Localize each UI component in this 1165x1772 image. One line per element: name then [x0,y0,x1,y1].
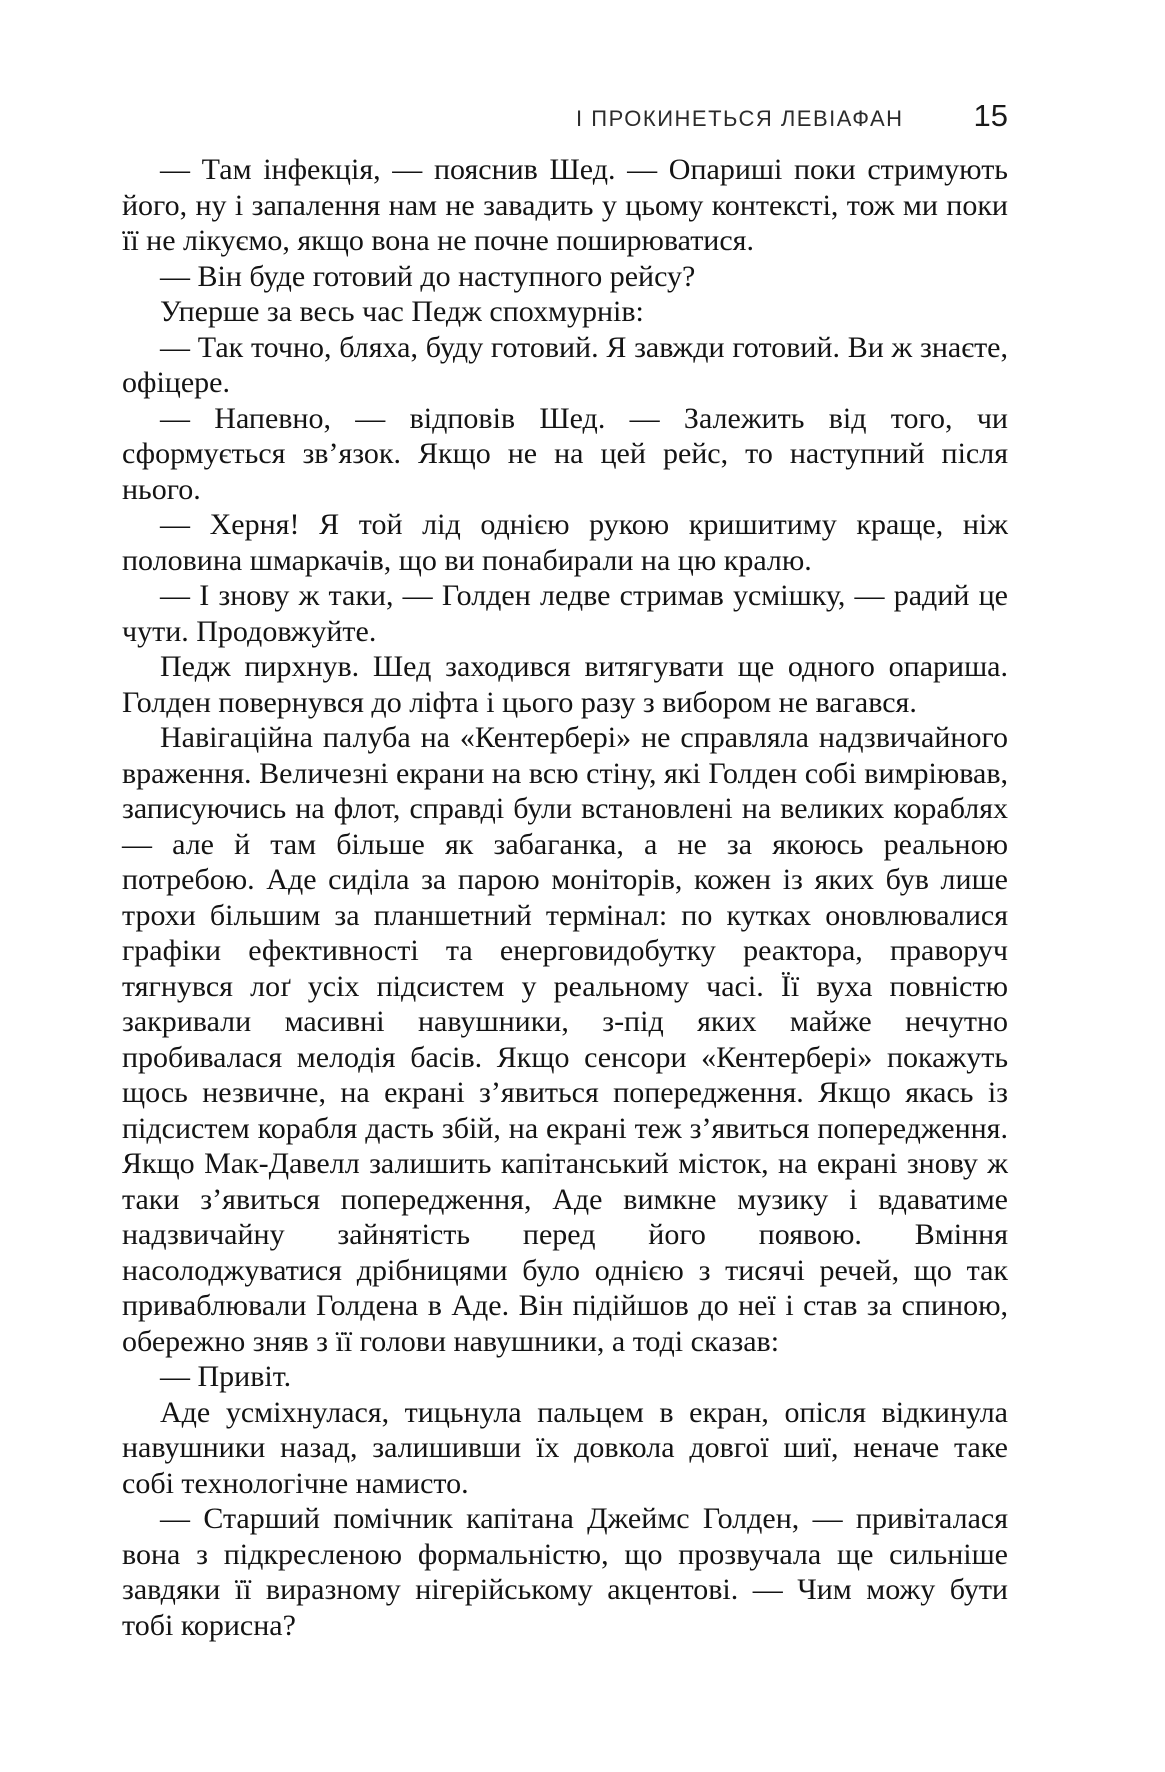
paragraph: Аде усміхнулася, тицьнула пальцем в екран, опісля відкинула навушники назад, залишивши їх довкола довгої шиї, неначе таке собі технологічне намисто. [122,1395,1008,1500]
paragraph: Уперше за весь час Педж спохмурнів: [160,295,644,328]
paragraph: — Старший помічник капітана Джеймс Голден, — привіталася вона з підкресленою формальністю, що прозвучала ще сильніше завдяки її виразному нігерійському акцентові. — Чим можу бути тобі корисна? [122,1502,1008,1642]
paragraph: — І знову ж таки, — Голден ледве стримав усмішку, — радий це чути. Продовжуйте. [122,579,1008,648]
running-title: І ПРОКИНЕТЬСЯ ЛЕВІАФАН [576,106,904,131]
paragraph: Навігаційна палуба на «Кентербері» не справляла надзвичайного враження. Величезні екрани на всю стіну, які Голден собі вимріював, записуючись на флот, справді були встановлені на великих кораблях — але й там більше як забаганка, а не за якоюсь реальною потребою. Аде сиділа за парою моніторів, кожен із яких був лише трохи більшим за планшетний термінал: по кутках оновлювалися графіки ефективності та енерговидобутку реактора, праворуч тягнувся лоґ усіх підсистем у реальному часі. Її вуха повністю закривали масивні навушники, з-під яких майже нечутно пробивалася мелодія басів. Якщо сенсори «Кентербері» покажуть щось незвичне, на екрані з’явиться попередження. Якщо якась із підсистем корабля дасть збій, на екрані теж з’явиться попередження. Якщо Мак-Давелл залишить капітанський місток, на екрані знову ж таки з’явиться попередження, Аде вимкне музику і вдаватиме надзвичайну зайнятість перед його появою. Вміння насолоджуватися дрібницями було однією з тисячі речей, що так приваблювали Голдена в Аде. Він підійшов до неї і став за спиною, обережно зняв з її голови навушники, а тоді сказав: [122,721,1008,1358]
page-number: 15 [973,98,1008,133]
page-body [122,152,1008,1643]
running-header [122,98,1008,134]
paragraph: — Напевно, — відповів Шед. — Залежить від того, чи сформується зв’язок. Якщо не на цей рейс, то наступний після нього. [122,401,1008,506]
paragraph: — Він буде готовий до наступного рейсу? [160,259,696,293]
paragraph: — Так точно, бляха, буду готовий. Я завжди готовий. Ви ж знаєте, офіцере. [122,330,1008,399]
paragraph: Педж пирхнув. Шед заходився витягувати ще одного опариша. Голден повернувся до ліфта і цього разу з вибором не вагався. [122,650,1008,719]
paragraph: — Херня! Я той лід однією рукою кришитиму краще, ніж половина шмаркачів, що ви понабирали на цю кралю. [122,508,1008,577]
paragraph: — Там інфекція, — пояснив Шед. — Опариші поки стримують його, ну і запалення нам не завадить у цьому контексті, тож ми поки її не лікуємо, якщо вона не почне поширюватися. [122,153,1008,257]
paragraph: — Привіт. [160,1360,292,1393]
